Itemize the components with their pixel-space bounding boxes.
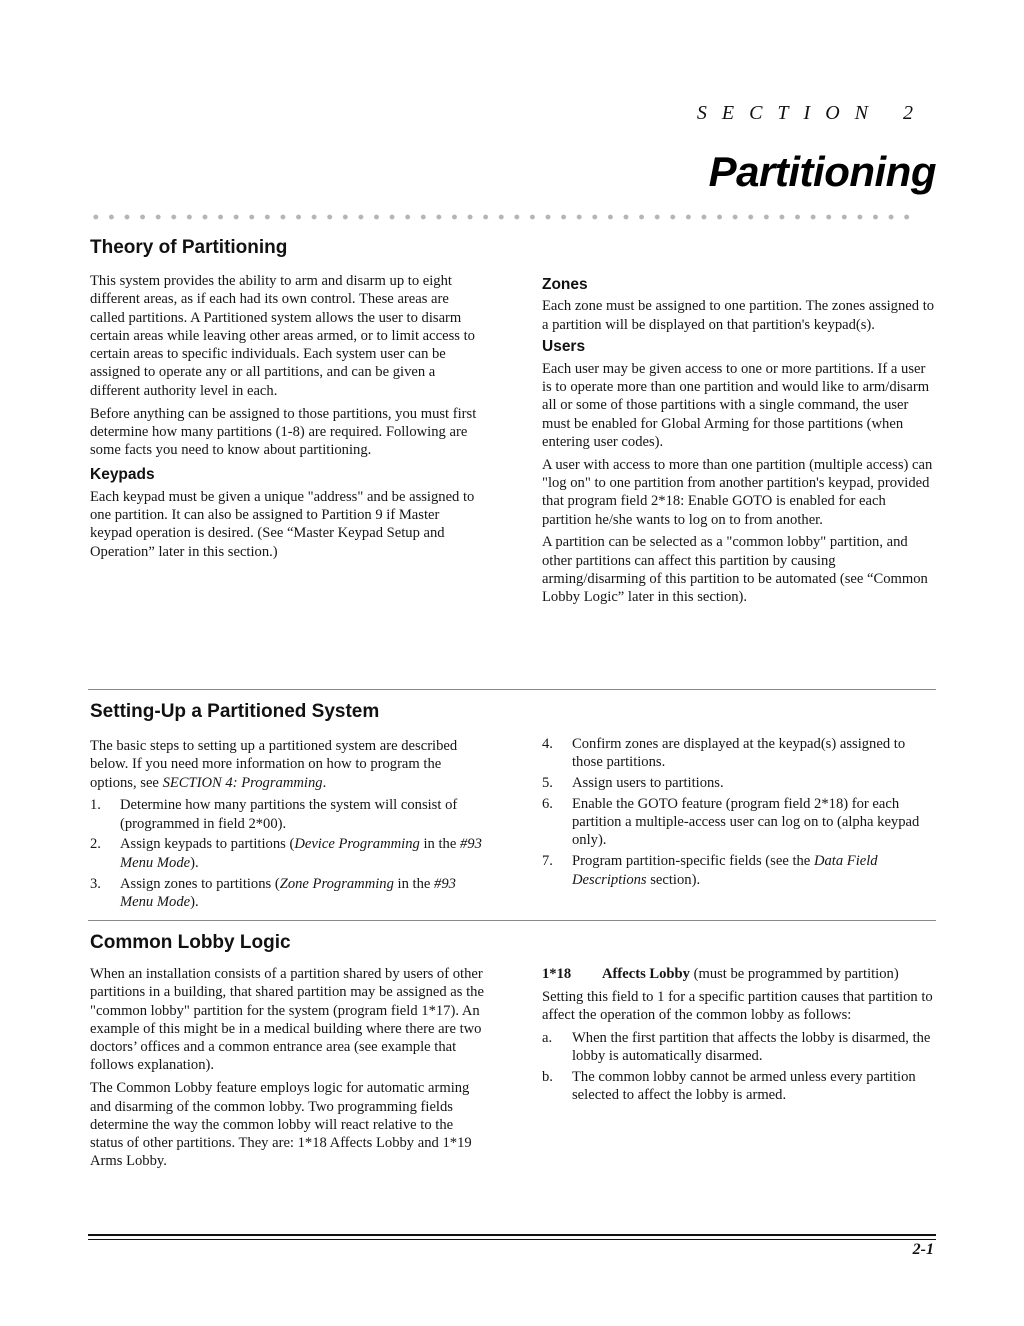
step-number: 4. [542,736,553,752]
section-divider-2 [88,920,936,921]
affects-lobby-list [542,1029,936,1105]
lobby-left-column [90,965,484,1175]
theory-right-column [542,276,936,611]
setup-step-4 [542,735,936,772]
setup-intro [90,737,484,792]
users-paragraph-3: A partition can be selected as a "common lobby" partition, and other partitions can affect this partition by causing arming/disarming of this partition to be automated (see “Common Lobby Logic” later in this section). [542,534,928,606]
page-number: 2-1 [912,1241,934,1258]
users-paragraph-2: A user with access to more than one partition (multiple access) can "log on" to one partition from another partition's keypad, provided that program field 2*18: Enable GOTO is enabled for each partition he/she wants to log on to from another. [542,456,933,528]
theory-paragraph-2: Before anything can be assigned to those partitions, you must first determine how many partitions (1-8) are required. Following are some facts you need to know about partitioning. [90,405,477,459]
setup-step-5 [542,774,936,792]
step-reference: Data Field Descriptions [572,853,878,888]
affects-lobby-description: Setting this field to 1 for a specific partition causes that partition to affect the operation of the common lobby as follows: [542,988,933,1024]
step-text: Enable the GOTO feature (program field 2*18) for each partition a multiple-access user can log on to (alpha keypad only). [572,795,920,849]
setup-step-7 [542,852,936,889]
theory-heading: Theory of Partitioning [90,237,288,258]
step-text: Determine how many partitions the system will consist of (programmed in field 2*00). [120,797,458,832]
keypads-text: Each keypad must be given a unique "address" and be assigned to one partition. It can also be assigned to Partition 9 if Master keypad operation is desired. (See “Master Keypad Setup and Operation” later in this section.) [90,488,475,560]
affects-lobby-field [542,965,936,983]
step-number: 3. [90,875,101,892]
step-number: 1. [90,797,101,814]
page-title: Partitioning [708,148,936,195]
affects-lobby-item-a [542,1029,936,1066]
field-code: 1*18 [542,966,572,982]
setup-right-column [542,735,936,891]
section-label: SECTION 2 [696,102,928,124]
theory-left-column [90,272,484,565]
zones-text: Each zone must be assigned to one partition. The zones assigned to a partition will be displayed on that partition's keypad(s). [542,298,935,333]
item-label: b. [542,1068,553,1085]
step-text: in the [393,875,435,892]
step-text: Assign users to partitions. [572,775,724,792]
step-text: section). [646,871,701,888]
setup-step-3 [90,875,484,912]
keypads-heading: Keypads [90,466,155,484]
step-number: 7. [542,853,553,870]
step-text: Assign zones to partitions ( [120,875,280,892]
setup-steps-list-right [542,735,936,889]
step-reference: #93 Menu Mode [120,836,482,871]
setup-intro-reference: SECTION 4: Programming [162,774,323,791]
step-text: Confirm zones are displayed at the keypad(s) assigned to those partitions. [572,736,906,771]
setup-step-6 [542,795,936,850]
lobby-paragraph-1: When an installation consists of a partition shared by users of other partitions in a building, that shared partition may be assigned as the "common lobby" partition for the system (program field 1*17). An example of this might be in a medical building where there are two doctors’ offices and a common entrance area (see example that follows explanation). [90,966,484,1074]
item-label: a. [542,1029,553,1046]
step-reference: Device Programming [294,836,420,853]
step-text: ). [190,893,199,910]
zones-heading: Zones [542,276,588,293]
section-divider-1 [88,689,936,690]
lobby-right-column [542,965,936,1107]
footer-rule-thin [88,1239,936,1240]
setup-left-column [90,737,484,914]
item-text: The common lobby cannot be armed unless every partition selected to affect the lobby is armed. [572,1068,916,1104]
field-name: Affects Lobby [602,966,690,982]
step-reference: Zone Programming [279,875,394,892]
step-text: Program partition-specific fields (see the [572,853,814,870]
lobby-paragraph-2: The Common Lobby feature employs logic for automatic arming and disarming of the common lobby. Two programming fields determine the way the common lobby will react relative to the status of other partitions. They are: 1*18 Affects Lobby and 1*19 Arms Lobby. [90,1080,472,1170]
dotted-divider [88,212,913,222]
setup-intro-end: . [322,774,327,791]
step-number: 2. [90,836,101,853]
step-number: 5. [542,775,553,792]
users-paragraph-1: Each user may be given access to one or more partitions. If a user is to operate more than one partition and would like to arm/disarm all or some of those partitions with a single command, the user must be enabled for Global Arming for those partitions (when entering user codes). [542,360,930,450]
affects-lobby-item-b [542,1068,936,1105]
step-text: ). [190,854,199,871]
users-heading: Users [542,338,586,356]
lobby-heading: Common Lobby Logic [90,932,291,953]
step-reference: #93 Menu Mode [120,875,456,910]
field-note: (must be programmed by partition) [689,966,899,982]
theory-paragraph-1: This system provides the ability to arm and disarm up to eight different areas, as if each had its own control. These areas are called partitions. A Partitioned system allows the user to disarm certain areas while leaving other areas armed, or to limit access to certain areas to specific individuals. Each system user can be assigned to operate any or all partitions, and can be given a different authority level in each. [90,273,475,399]
footer-rule [88,1234,936,1236]
item-text: When the first partition that affects the lobby is disarmed, the lobby is automatically disarmed. [572,1029,931,1065]
setup-step-2 [90,835,484,872]
step-text: in the [419,836,460,853]
setup-heading: Setting-Up a Partitioned System [90,701,380,722]
step-text: Assign keypads to partitions ( [120,836,295,853]
setup-intro-text: The basic steps to setting up a partitioned system are described below. If you need more information on how to program the options, see [90,738,458,791]
setup-steps-list-left [90,796,484,911]
step-number: 6. [542,795,553,812]
setup-step-1 [90,796,484,833]
